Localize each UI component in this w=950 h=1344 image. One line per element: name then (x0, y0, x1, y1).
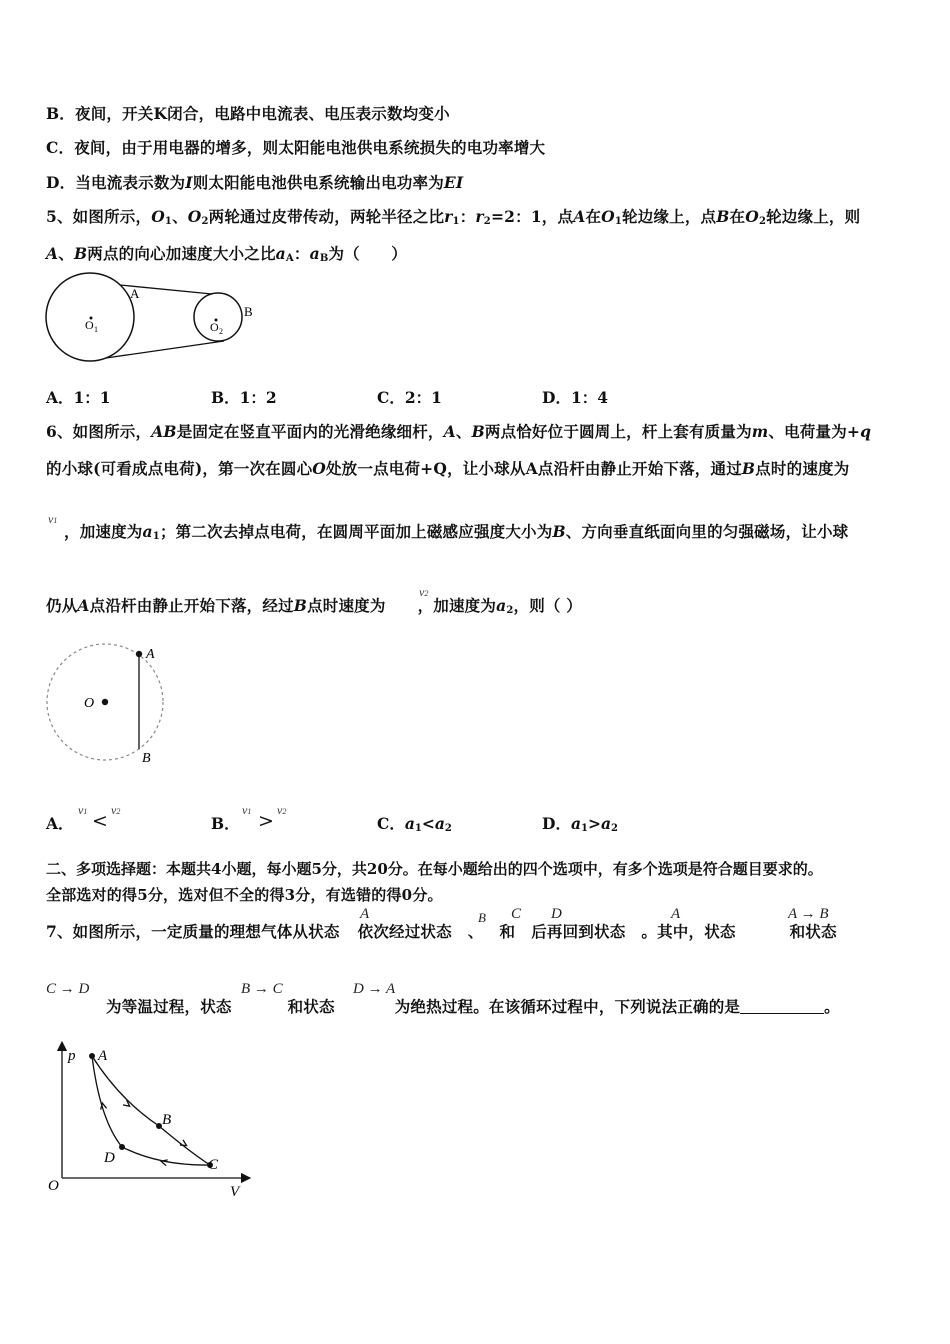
label-b: B (244, 304, 253, 319)
label-c: C (208, 1157, 219, 1173)
label-o: O (48, 1178, 59, 1194)
q6-option-a: A． (46, 814, 74, 833)
q6-v1-symbol: v1 (48, 512, 58, 526)
answer-blank[interactable] (740, 999, 824, 1014)
q7-pv-diagram (40, 1040, 260, 1205)
section2-header-line1: 二、多项选择题：本题共4小题，每小题5分，共20分。在每小题给出的四个选项中，有多个选项是符合题目要求的。 (46, 860, 823, 878)
arrow-ab (123, 1100, 131, 1108)
q6-stem-line1: 6、如图所示，AB是固定在竖直平面内的光滑绝缘细杆，A、B两点恰好位于圆周上，杆上套有质量为m、电荷量为+q (46, 422, 872, 441)
label-d: D (104, 1150, 115, 1166)
q6-optA-lt: < (92, 810, 108, 832)
q7-process-ab: A → B (788, 906, 829, 922)
point-a (136, 651, 142, 657)
q6-optA-v2: v2 (111, 803, 121, 817)
curve-ab (92, 1056, 159, 1126)
q6-option-c: C．$a_1<a_2$ (377, 814, 452, 834)
q4-option-c: C．夜间，由于用电器的增多，则太阳能电池供电系统损失的电功率增大 (46, 138, 546, 157)
q4-option-b: B．夜间，开关K闭合，电路中电流表、电压表示数均变小 (46, 104, 450, 123)
q5-option-c: C．2：1 (377, 388, 442, 407)
label-a: A (130, 286, 140, 301)
label-o2-sub: 2 (219, 327, 223, 336)
q6-option-b: B． (211, 814, 240, 833)
q7-process-bc: B → C (241, 981, 283, 997)
label-o1: O (85, 318, 94, 332)
label-a: A (98, 1048, 108, 1064)
label-o1-sub: 1 (94, 325, 98, 334)
label-p: p (68, 1048, 76, 1064)
q6-optA-v1: v1 (78, 803, 88, 817)
q6-optB-v1: v1 (242, 803, 252, 817)
q7-process-cd: C → D (46, 981, 90, 997)
label-b: B (162, 1112, 172, 1128)
q7-state-c: C (511, 906, 522, 922)
q7-state-a2: A (671, 906, 681, 922)
belt-bottom (106, 341, 224, 358)
label-b: B (142, 751, 151, 766)
section2-header-line2: 全部选对的得5分，选对但不全的得3分，有选错的得0分。 (46, 886, 443, 904)
q6-circle-figure (40, 640, 180, 770)
q7-state-d: D (551, 906, 562, 922)
q6-stem-line4: 仍从A点沿杆由静止开始下落，经过B点时速度为 ，加速度为$a_2$，则（ ） (46, 596, 582, 616)
curve-da (92, 1056, 122, 1147)
q7-state-b: B (478, 910, 486, 925)
q4-option-d: D．当电流表示数为I则太阳能电池供电系统输出电功率为EI (46, 173, 464, 192)
q6-v2-symbol: v2 (419, 585, 429, 599)
q7-process-da: D → A (353, 981, 396, 997)
point-o (102, 699, 108, 705)
q5-stem-line1: 5、如图所示，$O_1$、$O_2$两轮通过皮带传动，两轮半径之比$r_1$：$r_2=2$：1，点A在$O_1$轮边缘上，点B在$O_2$轮边缘上，则 (46, 207, 861, 227)
q6-stem-line2: 的小球(可看成点电荷)，第一次在圆心O处放一点电荷+Q，让小球从A点沿杆由静止开始下落，通过B点时的速度为 (46, 459, 850, 478)
q7-state-a: A (360, 906, 370, 922)
q6-stem-line3: ，加速度为$a_1$；第二次去掉点电荷，在圆周平面加上磁感应强度大小为B、方向垂直纸面向里的匀强磁场，让小球 (64, 522, 849, 542)
point-a (89, 1053, 95, 1059)
label-o: O (84, 696, 95, 711)
q7-stem-line2: 为等温过程，状态 和状态 为绝热过程。在该循环过程中，下列说法正确的是 。 (106, 997, 840, 1016)
q5-option-b: B．1：2 (211, 388, 277, 407)
label-o2: O (210, 320, 219, 334)
q7-stem-line1: 7、如图所示，一定质量的理想气体从状态 依次经过状态 、 和 后再回到状态 。其中，状态 和状态 (46, 922, 837, 941)
q5-option-d: D．1：4 (542, 388, 609, 407)
q5-stem-line2: A、B两点的向心加速度大小之比$a_A$：$a_B$为（ ） (46, 244, 407, 264)
point-d (119, 1144, 125, 1150)
q6-option-d: D．$a_1>a_2$ (542, 814, 618, 834)
label-a: A (146, 647, 155, 662)
label-v: V (230, 1184, 240, 1200)
q6-optB-v2: v2 (277, 803, 287, 817)
q5-option-a: A．1：1 (46, 388, 111, 407)
q5-belt-figure (40, 272, 270, 372)
q6-optB-gt: > (258, 810, 274, 832)
